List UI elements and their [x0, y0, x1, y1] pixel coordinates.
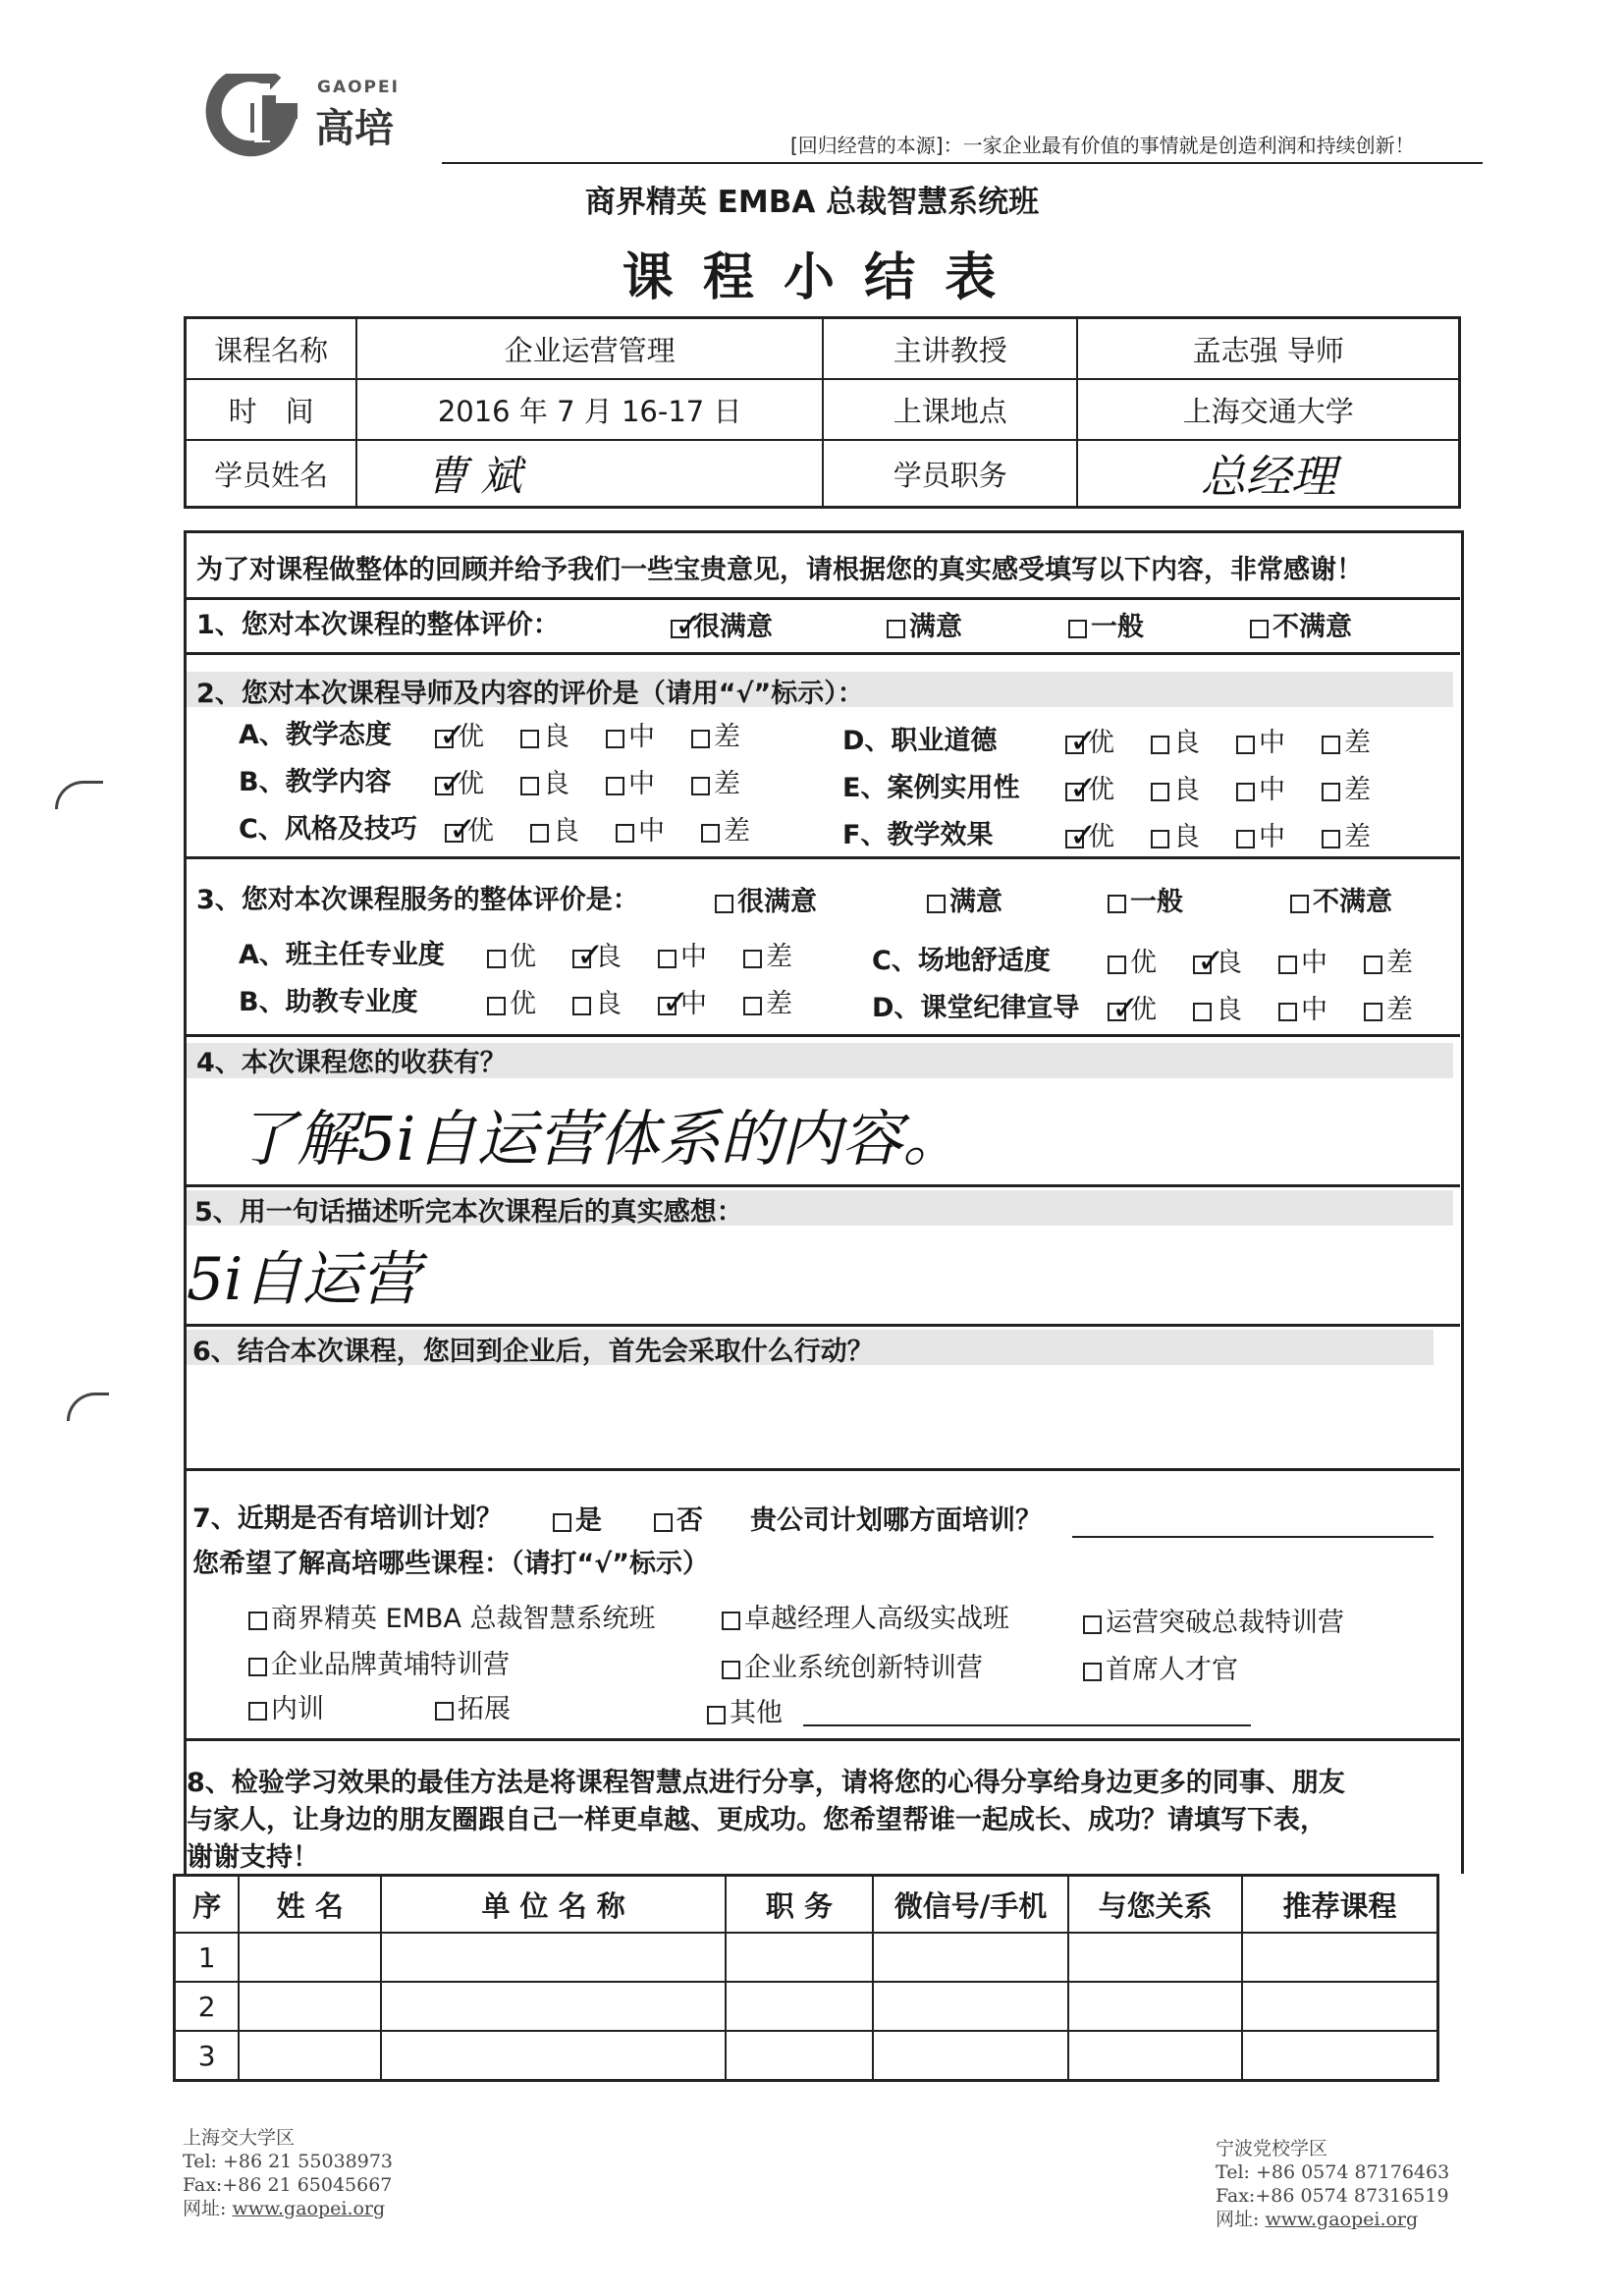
checkbox-icon[interactable]	[553, 1513, 571, 1532]
checkbox-icon[interactable]	[722, 1612, 740, 1630]
option-label: 良	[1173, 822, 1200, 852]
option-label: 中	[638, 816, 665, 847]
option-label: 优	[458, 769, 484, 799]
rating-row-label: C、场地舒适度	[872, 946, 1051, 976]
divider	[184, 597, 1460, 600]
option-label: 优	[467, 816, 494, 847]
slogan: [回归经营的本源]：一家企业最有价值的事情就是创造利润和持续创新！	[790, 134, 1415, 157]
checkbox-icon[interactable]	[520, 730, 539, 748]
course-option-brand[interactable]	[248, 1643, 510, 1681]
divider	[184, 1324, 1460, 1327]
table-cell[interactable]	[1068, 1982, 1242, 2031]
q1-option-satisfied[interactable]	[887, 605, 962, 643]
col-header-name: 姓 名	[239, 1876, 381, 1934]
course-info-table	[184, 316, 1461, 509]
checkbox-icon[interactable]	[435, 730, 454, 748]
rating-option[interactable]	[572, 982, 622, 1020]
rating-option[interactable]	[435, 762, 484, 800]
q2-text: 2、您对本次课程导师及内容的评价是（请用“√”标示）：	[196, 679, 864, 709]
lecturer-value: 孟志强 导师	[1077, 318, 1459, 380]
rating-option[interactable]	[1108, 988, 1157, 1026]
divider	[184, 652, 1460, 655]
footer-right-web-link[interactable]: www.gaopei.org	[1265, 2209, 1419, 2230]
q8-text-line2: 与家人，让身边的朋友圈跟自己一样更卓越、更成功。您希望帮谁一起成长、成功？请填写下表，	[187, 1805, 1326, 1835]
option-label: 优	[510, 942, 536, 972]
binder-hole-mark	[55, 781, 103, 809]
header-divider	[442, 162, 1483, 164]
checkbox-icon[interactable]	[722, 1661, 740, 1679]
q5-text: 5、用一句话描述听完本次课程后的真实感想：	[194, 1197, 743, 1228]
option-label: 差	[714, 769, 740, 799]
rating-option[interactable]	[1193, 988, 1242, 1026]
divider	[184, 856, 1460, 859]
option-label: 首席人才官	[1106, 1655, 1238, 1685]
checkbox-icon[interactable]	[707, 1706, 726, 1724]
page-title: 课 程 小 结 表	[622, 248, 1002, 307]
option-label: 中	[1259, 728, 1285, 758]
rating-option[interactable]	[1065, 768, 1114, 806]
course-name-value: 企业运营管理	[356, 318, 823, 380]
q1-option-very-satisfied[interactable]	[671, 605, 773, 643]
lecturer-label: 主讲教授	[823, 318, 1077, 380]
referral-table	[173, 1874, 1439, 2082]
checkbox-icon[interactable]	[1065, 783, 1084, 801]
rating-option[interactable]	[616, 809, 665, 847]
rating-row-label: D、课堂纪律宣导	[872, 993, 1080, 1023]
rating-option[interactable]	[1236, 768, 1285, 806]
option-label: 良	[1173, 775, 1200, 805]
option-label: 良	[543, 769, 569, 799]
binder-hole-mark	[67, 1393, 109, 1421]
course-option-emba[interactable]	[248, 1597, 656, 1635]
option-label: 中	[1259, 822, 1285, 852]
checkbox-icon[interactable]	[1236, 736, 1255, 754]
rating-option[interactable]	[1151, 815, 1200, 853]
checkbox-icon[interactable]	[1250, 620, 1269, 638]
option-label: 否	[677, 1505, 703, 1536]
other-field[interactable]	[803, 1724, 1251, 1726]
rating-row-label: A、班主任专业度	[239, 940, 445, 970]
q3-text: 3、您对本次课程服务的整体评价是：	[196, 885, 639, 915]
checkbox-icon[interactable]	[1322, 736, 1340, 754]
q1-option-unsatisfied[interactable]	[1250, 605, 1352, 643]
divider	[184, 1468, 1460, 1471]
table-cell[interactable]	[381, 2031, 726, 2081]
rating-option[interactable]	[1322, 721, 1371, 759]
q6-answer-field[interactable]	[192, 1370, 1439, 1463]
position-label: 学员职务	[823, 440, 1077, 508]
q1-option-average[interactable]	[1068, 605, 1144, 643]
time-label: 时 间	[186, 379, 357, 440]
table-cell[interactable]	[1242, 1982, 1438, 2031]
q8-text-line3: 谢谢支持！	[187, 1842, 319, 1873]
checkbox-icon[interactable]	[1322, 830, 1340, 848]
q4-answer[interactable]: 了解5i自运营体系的内容。	[236, 1103, 964, 1175]
option-label: 优	[1088, 822, 1114, 852]
rating-row-label: C、风格及技巧	[239, 814, 417, 845]
table-row	[175, 1933, 1438, 1982]
q5-answer[interactable]: 5i自运营	[187, 1245, 420, 1314]
checkbox-icon[interactable]	[1193, 1003, 1212, 1021]
option-label: 良	[595, 942, 622, 972]
rating-option[interactable]	[658, 982, 707, 1020]
rating-option[interactable]	[606, 762, 655, 800]
checkbox-icon[interactable]	[1108, 956, 1126, 974]
checkbox-icon[interactable]	[248, 1658, 267, 1676]
checkbox-icon[interactable]	[743, 950, 762, 968]
footer-right-tel: Tel: +86 0574 87176463	[1216, 2161, 1450, 2183]
checkbox-icon[interactable]	[1364, 956, 1382, 974]
course-option-other[interactable]	[707, 1691, 783, 1729]
table-cell[interactable]	[1242, 1933, 1438, 1982]
checkbox-icon[interactable]	[1151, 736, 1169, 754]
rating-option[interactable]	[1108, 941, 1157, 979]
col-header-company: 单 位 名 称	[381, 1876, 726, 1934]
option-label: 不满意	[1313, 887, 1392, 917]
checkbox-icon[interactable]	[1108, 895, 1126, 913]
rating-option[interactable]	[487, 935, 536, 973]
footer-left	[183, 2126, 393, 2220]
checkbox-icon[interactable]	[248, 1702, 267, 1721]
q1-text: 1、您对本次课程的整体评价：	[196, 610, 560, 640]
course-name-label: 课程名称	[186, 318, 357, 380]
rating-option[interactable]	[1278, 988, 1327, 1026]
q4-text: 4、本次课程您的收获有？	[196, 1048, 507, 1078]
student-name-label: 学员姓名	[186, 440, 357, 508]
option-label: 企业品牌黄埔特训营	[271, 1650, 510, 1680]
row-index: 3	[175, 2031, 240, 2081]
student-name-field[interactable]: 曹 斌	[356, 440, 823, 508]
option-label: 不满意	[1272, 612, 1352, 642]
col-header-relation: 与您关系	[1068, 1876, 1242, 1934]
table-cell[interactable]	[726, 1982, 873, 2031]
checkbox-icon[interactable]	[445, 824, 463, 843]
checkbox-icon[interactable]	[1236, 830, 1255, 848]
logo-mark-icon	[199, 74, 307, 157]
checkbox-icon[interactable]	[487, 997, 506, 1015]
rating-option[interactable]	[1236, 721, 1285, 759]
checkbox-icon[interactable]	[1083, 1615, 1102, 1634]
logo-cn: 高培	[315, 106, 394, 151]
option-label: 差	[1386, 995, 1413, 1025]
row-index: 2	[175, 1982, 240, 2031]
option-label: 满意	[949, 887, 1002, 917]
checkbox-icon[interactable]	[1151, 830, 1169, 848]
rating-option[interactable]	[520, 715, 569, 753]
table-cell[interactable]	[1068, 2031, 1242, 2081]
checkbox-icon[interactable]	[927, 895, 946, 913]
rating-row-label: B、教学内容	[239, 767, 392, 797]
q3-option-satisfied[interactable]	[927, 880, 1002, 918]
checkbox-icon[interactable]	[1364, 1003, 1382, 1021]
option-label: 差	[1344, 775, 1371, 805]
checkbox-icon[interactable]	[701, 824, 720, 843]
option-label: 中	[628, 722, 655, 752]
option-label: 很满意	[737, 887, 817, 917]
divider	[184, 1034, 1460, 1037]
rating-option[interactable]	[435, 715, 484, 753]
q7-option-no[interactable]	[654, 1499, 703, 1537]
rating-option[interactable]	[1236, 815, 1285, 853]
option-label: 优	[1130, 995, 1157, 1025]
option-label: 差	[766, 989, 792, 1019]
rating-option[interactable]	[658, 935, 707, 973]
option-label: 优	[1130, 948, 1157, 978]
location-label: 上课地点	[823, 379, 1077, 440]
course-option-innovation[interactable]	[722, 1646, 983, 1684]
checkbox-icon[interactable]	[606, 777, 624, 795]
checkbox-icon[interactable]	[1151, 783, 1169, 801]
q6-text: 6、结合本次课程，您回到企业后，首先会采取什么行动？	[192, 1337, 874, 1367]
checkbox-icon[interactable]	[1236, 783, 1255, 801]
option-label: 商界精英 EMBA 总裁智慧系统班	[271, 1604, 656, 1634]
option-label: 内训	[271, 1694, 324, 1724]
col-header-title: 职 务	[726, 1876, 873, 1934]
row-index: 1	[175, 1933, 240, 1982]
col-header-course: 推荐课程	[1242, 1876, 1438, 1934]
checkbox-icon[interactable]	[487, 950, 506, 968]
rating-option[interactable]	[1364, 988, 1413, 1026]
rating-option[interactable]	[1151, 721, 1200, 759]
option-label: 一般	[1091, 612, 1144, 642]
checkbox-icon[interactable]	[691, 730, 710, 748]
rating-row-label: E、案例实用性	[842, 773, 1020, 803]
checkbox-icon[interactable]	[743, 997, 762, 1015]
q7-area-field[interactable]	[1072, 1536, 1434, 1538]
q3-option-unsatisfied[interactable]	[1290, 880, 1392, 918]
course-option-cho[interactable]	[1083, 1648, 1238, 1686]
option-label: 良	[543, 722, 569, 752]
logo	[199, 74, 425, 157]
intro-text: 为了对课程做整体的回顾并给予我们一些宝贵意见，请根据您的真实感受填写以下内容，非常感谢！	[196, 555, 1363, 585]
course-option-outward[interactable]	[435, 1687, 511, 1725]
table-row	[175, 1982, 1438, 2031]
table-cell[interactable]	[1242, 2031, 1438, 2081]
table-cell[interactable]	[726, 1933, 873, 1982]
option-label: 差	[1344, 728, 1371, 758]
rating-row-label: D、职业道德	[842, 726, 998, 756]
option-label: 优	[458, 722, 484, 752]
option-label: 优	[510, 989, 536, 1019]
q7-option-yes[interactable]	[553, 1499, 602, 1537]
rating-option[interactable]	[606, 715, 655, 753]
checkbox-icon[interactable]	[1322, 783, 1340, 801]
option-label: 良	[553, 816, 579, 847]
option-label: 差	[1344, 822, 1371, 852]
q3-option-average[interactable]	[1108, 880, 1183, 918]
program-title: 商界精英 EMBA 总裁智慧系统班	[584, 185, 1040, 220]
rating-option[interactable]	[1278, 941, 1327, 979]
rating-row-label: B、助教专业度	[239, 987, 418, 1017]
divider	[184, 1738, 1460, 1741]
option-label: 拓展	[458, 1694, 511, 1724]
rating-row-label: A、教学态度	[239, 720, 392, 750]
checkbox-icon[interactable]	[1065, 830, 1084, 848]
course-option-operations[interactable]	[1083, 1601, 1344, 1639]
checkbox-icon[interactable]	[530, 824, 549, 843]
course-option-manager[interactable]	[722, 1597, 1009, 1635]
table-cell[interactable]	[873, 1933, 1069, 1982]
footer-right-campus: 宁波党校学区	[1216, 2138, 1328, 2159]
option-label: 运营突破总裁特训营	[1106, 1608, 1344, 1638]
option-label: 良	[1216, 948, 1242, 978]
checkbox-icon[interactable]	[658, 950, 677, 968]
option-label: 优	[1088, 728, 1114, 758]
rating-option[interactable]	[520, 762, 569, 800]
table-cell[interactable]	[873, 2031, 1069, 2081]
checkbox-icon[interactable]	[1193, 956, 1212, 974]
rating-option[interactable]	[445, 809, 494, 847]
footer-left-web-label: 网址:	[183, 2198, 227, 2219]
option-label: 中	[680, 942, 707, 972]
table-cell[interactable]	[381, 1982, 726, 2031]
checkbox-icon[interactable]	[715, 895, 733, 913]
q7-text: 7、近期是否有培训计划？	[192, 1503, 503, 1534]
footer-left-campus: 上海交大学区	[183, 2127, 296, 2149]
rating-option[interactable]	[572, 935, 622, 973]
checkbox-icon[interactable]	[1108, 1003, 1126, 1021]
checkbox-icon[interactable]	[1278, 1003, 1297, 1021]
option-label: 差	[1386, 948, 1413, 978]
option-label: 良	[1173, 728, 1200, 758]
rating-option[interactable]	[1322, 815, 1371, 853]
option-label: 满意	[909, 612, 962, 642]
option-label: 优	[1088, 775, 1114, 805]
logo-en: GAOPEI	[317, 78, 400, 97]
option-label: 中	[1301, 948, 1327, 978]
course-option-inhouse[interactable]	[248, 1687, 324, 1725]
checkbox-icon[interactable]	[435, 1702, 454, 1721]
table-cell[interactable]	[726, 2031, 873, 2081]
option-label: 卓越经理人高级实战班	[744, 1604, 1009, 1634]
footer-right	[1216, 2137, 1449, 2231]
rating-option[interactable]	[743, 982, 792, 1020]
checkbox-icon[interactable]	[1083, 1663, 1102, 1681]
rating-option[interactable]	[691, 762, 740, 800]
rating-option[interactable]	[1193, 941, 1242, 979]
option-label: 中	[680, 989, 707, 1019]
location-value: 上海交通大学	[1077, 379, 1459, 440]
checkbox-icon[interactable]	[572, 950, 591, 968]
q7-courses-question: 您希望了解高培哪些课程：（请打“√”标示）	[192, 1549, 709, 1579]
checkbox-icon[interactable]	[887, 620, 905, 638]
checkbox-icon[interactable]	[658, 997, 677, 1015]
checkbox-icon[interactable]	[691, 777, 710, 795]
rating-option[interactable]	[1065, 815, 1114, 853]
option-label: 中	[1301, 995, 1327, 1025]
option-label: 差	[714, 722, 740, 752]
rating-option[interactable]	[1065, 721, 1114, 759]
table-row	[175, 2031, 1438, 2081]
col-header-index: 序	[175, 1876, 240, 1934]
rating-option[interactable]	[691, 715, 740, 753]
footer-right-fax: Fax:+86 0574 87316519	[1216, 2185, 1449, 2207]
checkbox-icon[interactable]	[654, 1513, 673, 1532]
rating-row-label: F、教学效果	[842, 820, 994, 850]
rating-option[interactable]	[487, 982, 536, 1020]
col-header-contact: 微信号/手机	[873, 1876, 1069, 1934]
checkbox-icon[interactable]	[616, 824, 634, 843]
rating-option[interactable]	[1151, 768, 1200, 806]
checkbox-icon[interactable]	[606, 730, 624, 748]
option-label: 差	[766, 942, 792, 972]
checkbox-icon[interactable]	[671, 620, 689, 638]
table-cell[interactable]	[239, 1933, 381, 1982]
table-cell[interactable]	[873, 1982, 1069, 2031]
option-label: 中	[1259, 775, 1285, 805]
option-label: 其他	[730, 1698, 783, 1728]
checkbox-icon[interactable]	[520, 777, 539, 795]
option-label: 企业系统创新特训营	[744, 1653, 983, 1683]
rating-option[interactable]	[743, 935, 792, 973]
option-label: 差	[724, 816, 750, 847]
checkbox-icon[interactable]	[1068, 620, 1087, 638]
rating-option[interactable]	[1322, 768, 1371, 806]
table-cell[interactable]	[1068, 1933, 1242, 1982]
q3-option-very-satisfied[interactable]	[715, 880, 817, 918]
rating-option[interactable]	[1364, 941, 1413, 979]
option-label: 良	[1216, 995, 1242, 1025]
checkbox-icon[interactable]	[435, 777, 454, 795]
table-cell[interactable]	[381, 1933, 726, 1982]
checkbox-icon[interactable]	[572, 997, 591, 1015]
footer-left-web-link[interactable]: www.gaopei.org	[232, 2198, 386, 2219]
table-cell[interactable]	[239, 1982, 381, 2031]
position-field[interactable]: 总经理	[1077, 440, 1459, 508]
checkbox-icon[interactable]	[1278, 956, 1297, 974]
footer-right-web-label: 网址:	[1216, 2209, 1260, 2230]
option-label: 是	[575, 1505, 602, 1536]
q7-area-question: 贵公司计划哪方面培训？	[750, 1505, 1042, 1536]
divider	[184, 1184, 1460, 1187]
checkbox-icon[interactable]	[1065, 736, 1084, 754]
q8-text-line1: 8、检验学习效果的最佳方法是将课程智慧点进行分享，请将您的心得分享给身边更多的同事、朋友	[187, 1768, 1345, 1798]
rating-option[interactable]	[530, 809, 579, 847]
option-label: 一般	[1130, 887, 1183, 917]
table-cell[interactable]	[239, 2031, 381, 2081]
footer-left-fax: Fax:+86 21 65045667	[183, 2174, 393, 2196]
option-label: 良	[595, 989, 622, 1019]
option-label: 很满意	[693, 612, 773, 642]
checkbox-icon[interactable]	[248, 1612, 267, 1630]
checkbox-icon[interactable]	[1290, 895, 1309, 913]
option-label: 中	[628, 769, 655, 799]
rating-option[interactable]	[701, 809, 750, 847]
time-value: 2016 年 7 月 16-17 日	[356, 379, 823, 440]
footer-left-tel: Tel: +86 21 55038973	[183, 2151, 394, 2172]
